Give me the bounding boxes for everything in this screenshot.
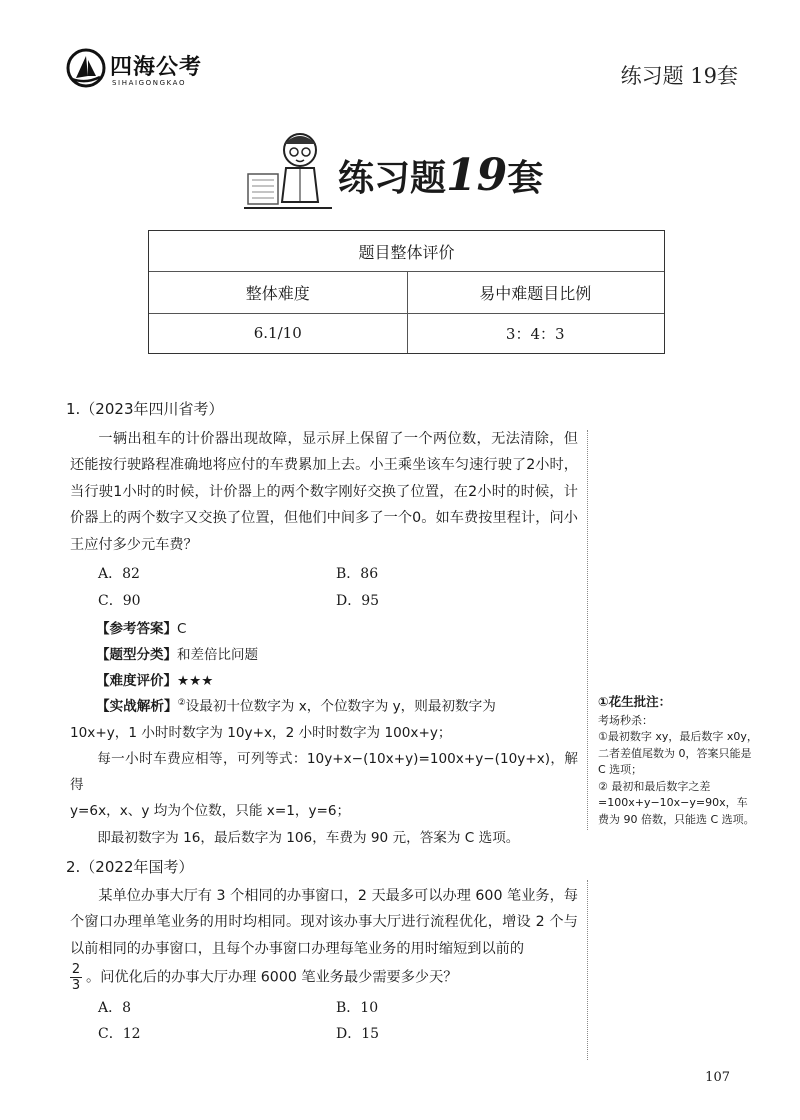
ratio-value: 3：4：3 — [505, 324, 565, 343]
difficulty-stars: ★★★ — [177, 673, 214, 689]
q1-heading: 1.（2023年四川省考） — [66, 400, 224, 418]
table-title: 题目整体评价 — [149, 231, 664, 272]
exp-mark: ② — [177, 698, 186, 708]
page-number: 107 — [705, 1070, 730, 1085]
q1-option-a: A．82 — [98, 566, 140, 582]
exp-line-1 — [70, 690, 578, 720]
series-title: 练习题 19套 — [620, 64, 738, 88]
frac-den: 3 — [71, 978, 81, 993]
note-line-1: 考场秒杀： — [598, 713, 653, 727]
exp-line-2: 10x+y，1 小时时数字为 10y+x，2 小时时数字为 100x+y； — [70, 724, 452, 741]
title-suffix: 套 — [507, 158, 544, 199]
difficulty-label: 【难度评价】 — [96, 673, 177, 689]
q1-type — [96, 643, 258, 663]
fraction — [70, 962, 82, 993]
q2-stem — [70, 883, 578, 962]
q1-answer — [96, 617, 186, 637]
page-title — [338, 150, 543, 201]
table-col-ratio — [407, 271, 665, 353]
q2-stem-cont — [70, 962, 578, 993]
q2-option-a: A．8 — [98, 1000, 132, 1016]
q2-stem-line — [70, 962, 578, 993]
evaluation-table — [148, 230, 665, 354]
logo-subtext: SIHAIGONGKAO — [112, 79, 187, 87]
logo-icon — [66, 48, 106, 88]
answer-value: C — [177, 621, 187, 637]
frac-num: 2 — [71, 962, 81, 977]
q2-stem-b: 。问优化后的办事大厅办理 6000 笔业务最少需要多少天？ — [86, 969, 458, 986]
title-number: 19 — [446, 150, 508, 201]
q2-option-b: B．10 — [336, 1000, 379, 1016]
margin-divider-2 — [587, 880, 588, 1060]
q1-option-c: C．90 — [98, 593, 141, 609]
teacher-cartoon-icon — [244, 124, 332, 216]
q1-stem — [70, 426, 578, 558]
side-note — [598, 694, 758, 828]
q1-option-b: B．86 — [336, 566, 379, 582]
difficulty-value: 6.1/10 — [253, 324, 302, 342]
note-title: ①花生批注： — [598, 694, 672, 709]
exp-line-3: 每一小时车费应相等，可列等式：10y+x−(10x+y)=100x+y−(10y+x)，解得 — [70, 750, 578, 794]
answer-label: 【参考答案】 — [96, 621, 177, 637]
exp-text-1: 设最初十位数字为 x，个位数字为 y，则最初数字为 — [185, 698, 496, 715]
q2-option-c: C．12 — [98, 1026, 141, 1042]
logo-text: 四海公考 — [110, 55, 203, 80]
q2-option-d: D．15 — [336, 1026, 380, 1042]
margin-divider — [587, 430, 588, 830]
exp-line-5: 即最初数字为 16，最后数字为 106，车费为 90 元，答案为 C 选项。 — [97, 829, 520, 846]
col-header-difficulty: 整体难度 — [149, 271, 407, 314]
q1-difficulty — [96, 669, 213, 689]
exp-line-4: y=6x，x、y 均为个位数，只能 x=1，y=6； — [70, 803, 351, 820]
q1-option-d: D．95 — [336, 593, 380, 609]
q2-stem-a: 某单位办事大厅有 3 个相同的办事窗口，2 天最多可以办理 600 笔业务，每个窗口办理单笔业务的用时均相同。现对该办事大厅进行流程优化，增设 2 个与以前相同的办事窗口，且每个办事窗口办理每笔业务的用时缩短到以前的 — [70, 888, 578, 957]
col-header-ratio: 易中难题目比例 — [407, 271, 665, 314]
q2-heading: 2.（2022年国考） — [66, 858, 194, 876]
q1-stem-text: 一辆出租车的计价器出现故障，显示屏上保留了一个两位数，无法清除，但还能按行驶路程准确地将应付的车费累加上去。小王乘坐该车匀速行驶了2小时，当行驶1小时的时候，计价器上的两个数字刚好交换了位置，在2小时的时候，计价器上的两个数字又交换了位置，但他们中间多了一个0。如车费按里程计，问小王应付多少元车费？ — [70, 431, 578, 553]
q1-explanation — [70, 690, 578, 851]
title-prefix: 练习题 — [338, 158, 447, 199]
note-line-2: ①最初数字 xy，最后数字 x0y，二者差值尾数为 0，答案只能是 C 选项； — [598, 730, 758, 776]
type-label: 【题型分类】 — [96, 647, 177, 663]
table-col-difficulty — [149, 271, 408, 353]
note-line-3: ② 最初和最后数字之差=100x+y−10x−y=90x，车费为 90 倍数，只能选 C 选项。 — [598, 779, 755, 826]
type-value: 和差倍比问题 — [177, 647, 258, 663]
logo — [66, 48, 216, 94]
q2-stem-text — [70, 883, 578, 962]
exp-label: 【实战解析】 — [96, 698, 178, 715]
